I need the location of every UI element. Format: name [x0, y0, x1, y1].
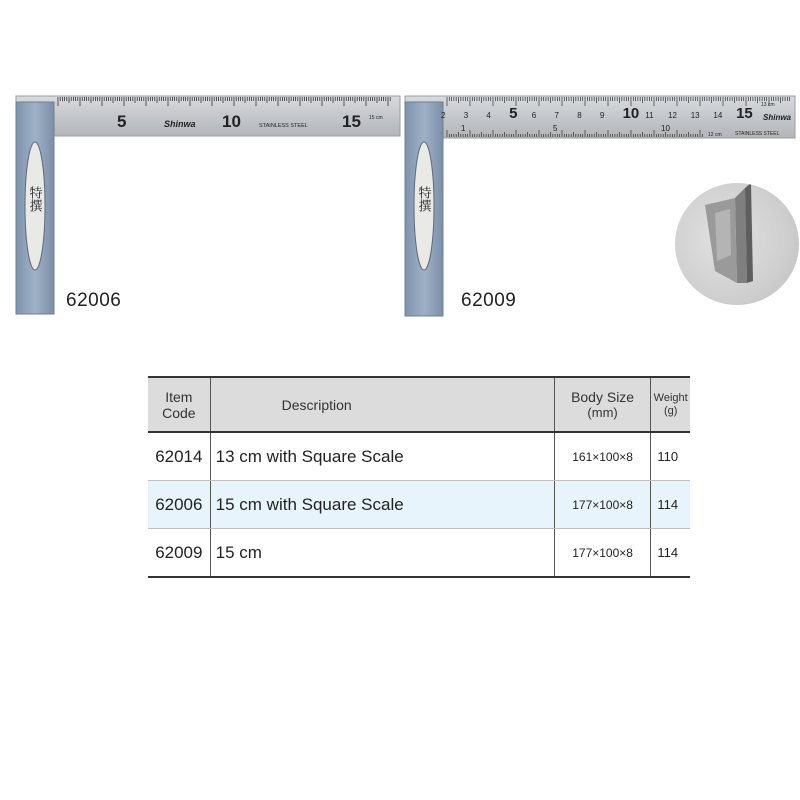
header-body-size: Body Size (mm) [554, 377, 651, 432]
table-row [148, 529, 690, 578]
scale-number-bottom-5: 5 [553, 124, 558, 133]
square-ruler-62006-image [14, 94, 404, 319]
scale-number-10: 10 [622, 105, 640, 122]
header-description: Description [210, 377, 554, 432]
scale-number-15: 15 [736, 105, 753, 122]
scale-number-14: 14 [713, 111, 723, 120]
scale-number-4: 4 [486, 111, 491, 120]
closeup-thickness-photo [675, 183, 799, 305]
cell-code: 62006 [148, 481, 210, 529]
product-62006 [14, 94, 404, 319]
table-row [148, 432, 690, 481]
material-stamp: STAINLESS STEEL [735, 131, 780, 137]
product-code-label: 62006 [66, 290, 122, 311]
scale-number-7: 7 [554, 111, 559, 120]
scale-number-2: 2 [441, 111, 446, 120]
scale-number-5: 5 [117, 112, 127, 131]
cell-code: 62009 [148, 529, 210, 578]
handle-kanji: 特撰 [416, 186, 432, 212]
scale-number-15: 15 [342, 112, 361, 131]
cell-body-size: 177×100×8 [554, 481, 651, 529]
scale-number-8: 8 [577, 111, 582, 120]
cell-weight: 114 [651, 481, 690, 529]
scale-number-bottom-10: 10 [661, 124, 670, 133]
cell-description: 15 cm [210, 529, 554, 578]
cell-weight: 110 [651, 432, 690, 481]
header-weight: Weight (g) [651, 377, 690, 432]
cell-body-size: 161×100×8 [554, 432, 651, 481]
brand-logo: Shinwa [164, 119, 196, 129]
unit-mark-bottom: 12 cm [708, 132, 722, 138]
scale-number-13: 13 [690, 111, 700, 120]
scale-number-bottom-1: 1 [461, 124, 466, 133]
material-stamp: STAINLESS STEEL [259, 123, 308, 129]
scale-number-10: 10 [222, 112, 241, 131]
scale-number-12: 12 [668, 111, 677, 120]
unit-mark: 15 cm [369, 115, 383, 121]
scale-number-11: 11 [645, 111, 654, 120]
spec-table [148, 376, 690, 578]
scale-number-9: 9 [599, 111, 605, 120]
product-code-label: 62009 [461, 290, 517, 311]
handle-kanji: 特撰 [27, 186, 43, 212]
scale-number-3: 3 [463, 111, 469, 120]
brand-logo: Shinwa [763, 113, 792, 122]
unit-mark-top: 13 cm [761, 102, 775, 108]
cell-description: 15 cm with Square Scale [210, 481, 554, 529]
cell-description: 13 cm with Square Scale [210, 432, 554, 481]
cell-weight: 114 [651, 529, 690, 578]
table-header-row [148, 377, 690, 432]
scale-number-6: 6 [531, 111, 537, 120]
cell-code: 62014 [148, 432, 210, 481]
table-row [148, 481, 690, 529]
cell-body-size: 177×100×8 [554, 529, 651, 578]
scale-number-5: 5 [509, 105, 518, 122]
header-item-code: Item Code [148, 377, 210, 432]
closeup-illustration [675, 183, 799, 305]
